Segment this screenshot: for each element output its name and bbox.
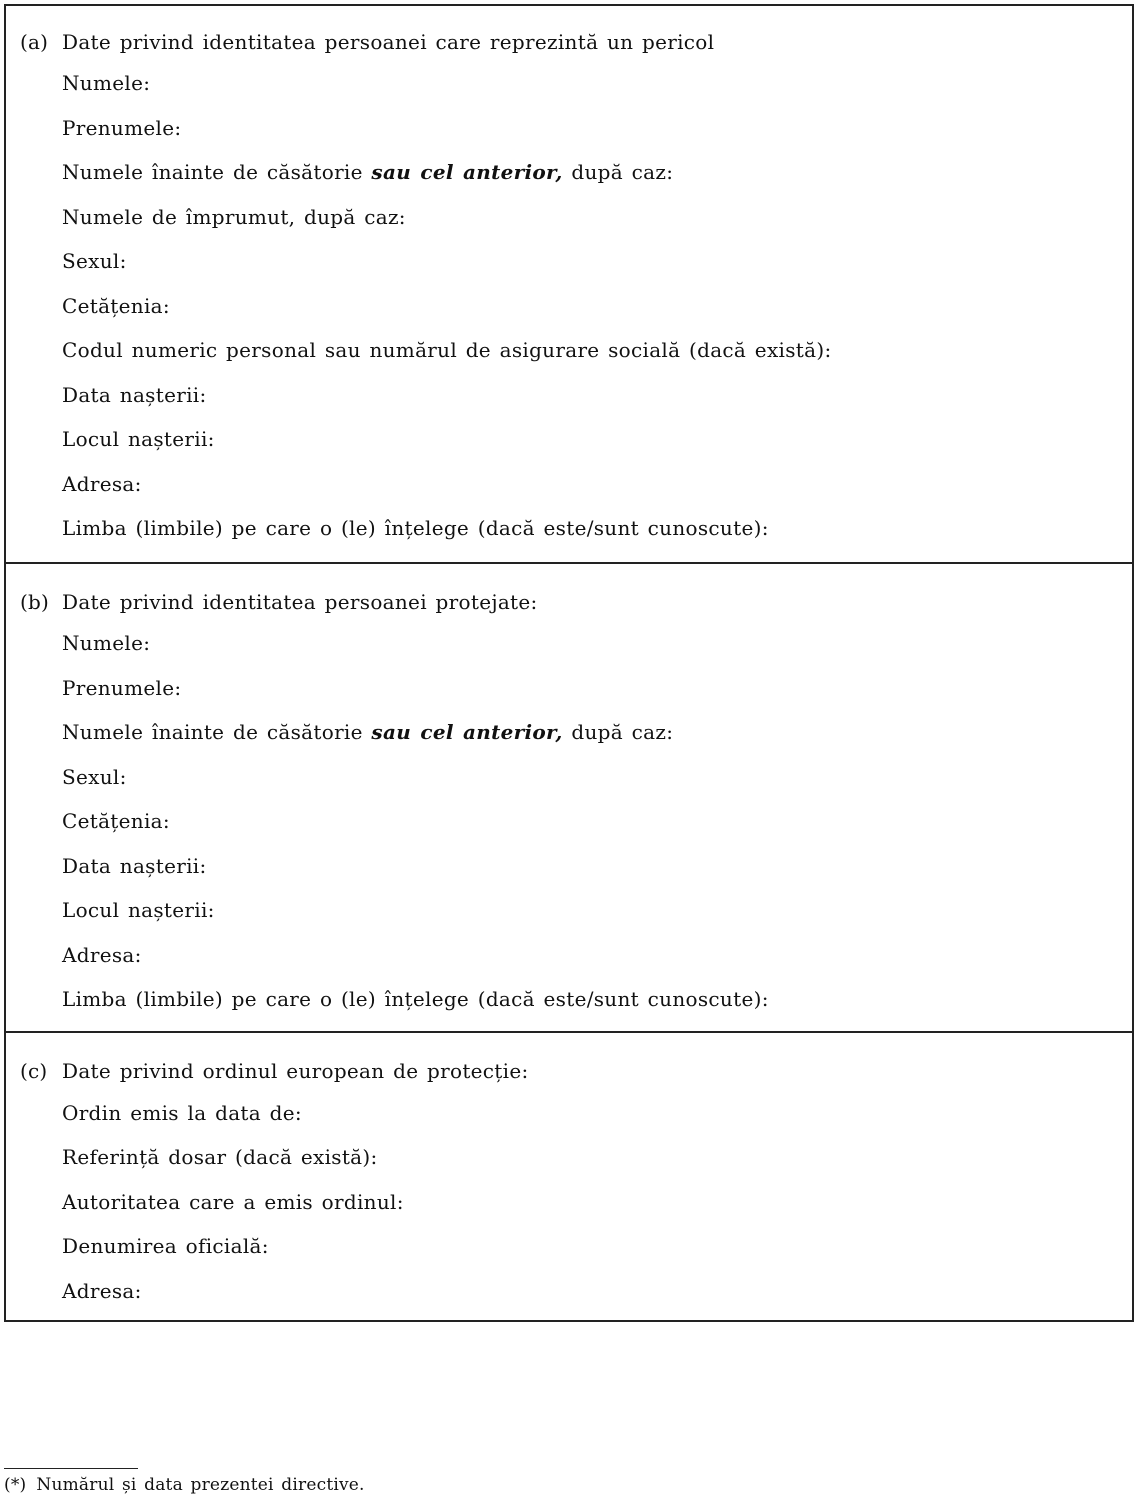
field-text: după caz:	[562, 720, 674, 744]
field-locul-nasterii: Locul nașterii:	[62, 898, 215, 922]
form-box	[4, 4, 1134, 1322]
field-prenumele: Prenumele:	[62, 116, 182, 140]
section-heading: Date privind ordinul european de protecție:	[62, 1059, 529, 1083]
field-numele: Numele:	[62, 71, 151, 95]
field-adresa: Adresa:	[62, 943, 142, 967]
field-autoritatea: Autoritatea care a emis ordinul:	[62, 1190, 404, 1214]
field-limba: Limba (limbile) pe care o (le) înțelege (dacă este/sunt cunoscute):	[62, 987, 769, 1011]
field-numele-anterior	[62, 718, 673, 746]
field-prenumele: Prenumele:	[62, 676, 182, 700]
field-numele: Numele:	[62, 631, 151, 655]
field-data-nasterii: Data nașterii:	[62, 383, 207, 407]
section-heading: Date privind identitatea persoanei care reprezintă un pericol	[62, 30, 715, 54]
field-emphasis: sau cel anterior,	[371, 160, 563, 184]
footnote	[4, 1473, 365, 1497]
section-marker: (b)	[20, 590, 50, 614]
field-sexul: Sexul:	[62, 765, 127, 789]
field-ordin-emis: Ordin emis la data de:	[62, 1101, 302, 1125]
field-numele-imprumut: Numele de împrumut, după caz:	[62, 205, 406, 229]
section-marker: (a)	[20, 30, 49, 54]
field-cetatenia: Cetățenia:	[62, 294, 170, 318]
section-b	[6, 562, 1132, 1032]
field-sexul: Sexul:	[62, 249, 127, 273]
section-heading: Date privind identitatea persoanei protejate:	[62, 590, 538, 614]
section-marker: (c)	[20, 1059, 48, 1083]
section-c	[6, 1031, 1132, 1320]
section-a	[6, 6, 1132, 563]
field-data-nasterii: Data nașterii:	[62, 854, 207, 878]
field-cod-numeric: Codul numeric personal sau numărul de asigurare socială (dacă există):	[62, 338, 832, 362]
field-denumirea: Denumirea oficială:	[62, 1234, 269, 1258]
field-text: după caz:	[562, 160, 674, 184]
field-adresa: Adresa:	[62, 1279, 142, 1303]
field-text: Numele înainte de căsătorie	[62, 160, 372, 184]
field-locul-nasterii: Locul nașterii:	[62, 427, 215, 451]
field-adresa: Adresa:	[62, 472, 142, 496]
field-referinta-dosar: Referință dosar (dacă există):	[62, 1145, 378, 1169]
field-text: Numele înainte de căsătorie	[62, 720, 372, 744]
footnote-divider	[4, 1468, 138, 1469]
field-numele-anterior	[62, 158, 673, 186]
field-emphasis: sau cel anterior,	[371, 720, 563, 744]
footnote-mark: (*)	[4, 1475, 27, 1495]
field-limba: Limba (limbile) pe care o (le) înțelege (dacă este/sunt cunoscute):	[62, 516, 769, 540]
footnote-text: Numărul și data prezentei directive.	[36, 1475, 365, 1495]
field-cetatenia: Cetățenia:	[62, 809, 170, 833]
